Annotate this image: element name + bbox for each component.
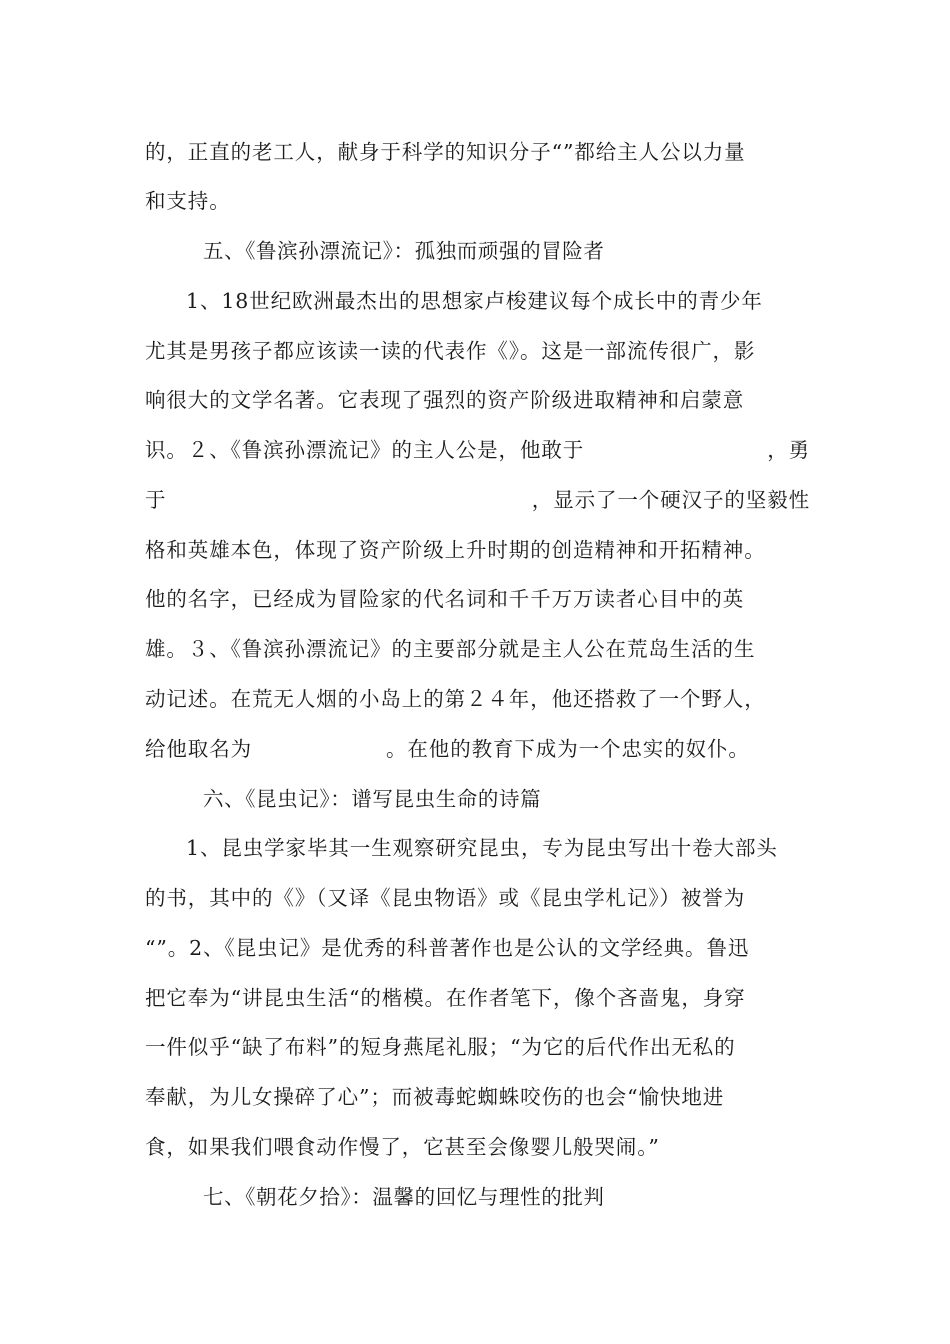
text-segment: 1、昆虫学家毕其一生观察研究昆虫，专为昆虫写出十卷大部头 (186, 836, 778, 860)
body-text-line (145, 633, 810, 665)
body-text-line (145, 185, 810, 217)
body-text-line (145, 434, 810, 466)
text-segment: ，显示了一个硬汉子的坚毅性 (531, 488, 810, 512)
text-segment: 他的名字，已经成为冒险家的代名词和千千万万读者心目中的英 (145, 587, 745, 611)
body-text-line (145, 384, 810, 416)
body-text-line (145, 683, 810, 715)
body-text-line (145, 932, 810, 964)
text-segment: 和支持。 (145, 189, 231, 213)
section-heading-7 (203, 1181, 868, 1213)
text-segment: 响很大的文学名著。它表现了强烈的资产阶级进取精神和启蒙意 (145, 388, 745, 412)
section-heading-5 (203, 235, 868, 267)
body-text-line (145, 335, 810, 367)
text-segment: 雄。３、《鲁滨孙漂流记》的主要部分就是主人公在荒岛生活的生 (145, 637, 756, 661)
body-text-line (145, 484, 810, 516)
text-segment: 五、《鲁滨孙漂流记》：孤独而顽强的冒险者 (203, 239, 605, 263)
text-segment: 奉献，为儿女操碎了心”；而被毒蛇蜘蛛咬伤的也会“愉快地进 (145, 1085, 725, 1109)
body-text-line (145, 982, 810, 1014)
text-segment: 于 (145, 488, 167, 512)
text-segment: ，勇 (767, 438, 810, 462)
text-segment: 七、《朝花夕拾》：温馨的回忆与理性的批判 (203, 1185, 605, 1209)
body-text-line (145, 583, 810, 615)
text-segment: 一件似乎“缺了布料”的短身燕尾礼服；“为它的后代作出无私的 (145, 1035, 736, 1059)
text-segment: 尤其是男孩子都应该读一读的代表作《》。这是一部流传很广，影 (145, 339, 756, 363)
text-segment: 的书，其中的《》（又译《昆虫物语》或《昆虫学札记》）被誉为 (145, 886, 746, 910)
body-text-line (145, 534, 810, 566)
body-text-line (145, 1081, 810, 1113)
text-segment: 给他取名为 (145, 737, 252, 761)
text-segment: 的，正直的老工人，献身于科学的知识分子“”都给主人公以力量 (145, 140, 746, 164)
text-segment: 把它奉为“讲昆虫生活“的楷模。在作者笔下，像个吝啬鬼，身穿 (145, 986, 746, 1010)
text-segment: 六、《昆虫记》：谱写昆虫生命的诗篇 (203, 787, 542, 811)
body-text-line (186, 285, 851, 317)
body-text-line (186, 832, 851, 864)
body-text-line (145, 733, 810, 765)
body-text-line (145, 1031, 810, 1063)
body-text-line (145, 882, 810, 914)
text-segment: 。在他的教育下成为一个忠实的奴仆。 (386, 737, 750, 761)
text-segment: 动记述。在荒无人烟的小岛上的第２４年，他还搭救了一个野人， (145, 687, 766, 711)
text-segment: 格和英雄本色，体现了资产阶级上升时期的创造精神和开拓精神。 (145, 538, 766, 562)
body-text-line (145, 136, 810, 168)
body-text-line (145, 1131, 810, 1163)
text-segment: 1、18世纪欧洲最杰出的思想家卢梭建议每个成长中的青少年 (186, 289, 763, 313)
text-segment: “”。2、《昆虫记》是优秀的科普著作也是公认的文学经典。鲁迅 (145, 936, 750, 960)
section-heading-6 (203, 783, 868, 815)
text-segment: 食，如果我们喂食动作慢了，它甚至会像婴儿般哭闹。” (145, 1135, 660, 1159)
text-segment: 识。２、《鲁滨孙漂流记》的主人公是，他敢于 (145, 438, 585, 462)
